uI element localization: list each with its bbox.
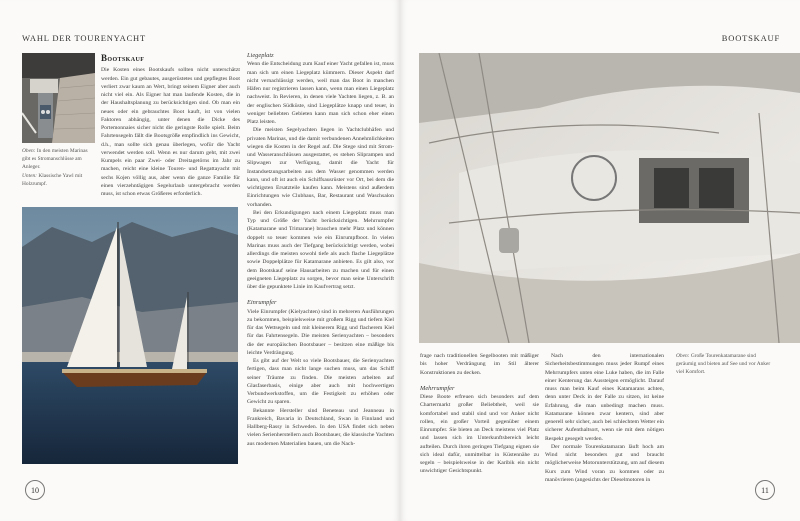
- caption-label: Oben:: [676, 353, 690, 359]
- caption-text: Klassische Yawl mit Holzrumpf.: [22, 173, 83, 187]
- subheading-einrumpfer: Einrumpfer: [247, 299, 277, 307]
- text-column-2: [545, 352, 664, 484]
- caption-top: [676, 352, 771, 376]
- section-title: Bootskauf: [101, 53, 145, 63]
- bootskauf-column: [101, 54, 240, 198]
- body-paragraph: Die meisten Segelyachten liegen in Yachtclubhäfen und privaten Marinas, und die damit verbundenen Annehmlichkeiten wiegen die Kosten in der Regel auf. Die Stege sind mit Strom- und Wasseranschlüssen ausgestattet, es stehen Sliprampen und Slipwagen zur Verfügung, damit die Yacht für Instandsetzungsarbeiten aus dem Wasser genommen werden kann, und oft ist auch ein Schiffsausrüster vor Ort, bei dem die wichtigsten Ersatzteile kaufen kann. Meistens sind außerdem Einrichtungen wie Clubhaus, Bar, Restaurant und Waschsalon vorhanden.: [247, 127, 394, 208]
- body-paragraph: Wenn die Entscheidung zum Kauf einer Yacht gefallen ist, muss man sich um einen Liegeplatz kümmern. Dieser Aspekt darf nicht vernachlässigt werden, weil man das Boot in manchen Häfen nur registrieren lassen kann, wenn man einen Liegeplatz nachweist. In Revieren, in denen viele Yachten liegen, z. B. an der englischen Südküste, sind Liegeplätze knapp und teuer, in weniger beliebten Gebieten kann man sich schon eher einen Platz leisten.: [247, 61, 394, 125]
- running-head: WAHL DER TOURENYACHT: [22, 33, 146, 43]
- caption-top: [22, 147, 94, 171]
- body-paragraph: Die Kosten eines Bootskaufs sollten nicht unterschätzt werden. Ein gut gebautes, ausgerüstetes und gepflegtes Boot verliert zwar kaum an Wert, bringt seinem Eigner aber auch nicht viel ein. Als Eigner hat man laufende Kosten, die in der Haushaltsplanung zu berücksichtigen sind. Ob man ein neues oder ein gebrauchtes Boot kauft, ist von vielen Faktoren abhängig, unter denen die Dicke des Portemonnaies sicher nicht die geringste Rolle spielt. Beim Fahrtensegeln fällt die Bootsgröße empfindlich ins Gewicht, d.h., man sollte sich genau überlegen, wofür die Yacht verwendet werden soll. Wenn es nur darum geht, mit zwei Kumpels ein paar Zwei- oder Dreitagetörns im Jahr zu machen, reicht eine kleine Touren- und Regattayacht mit sechs Kojen völlig aus, aber wenn die ganze Familie für einen vierzehntägigen Segelurlaub untergebracht werden muss, ist schon etwas Größeres erforderlich.: [101, 67, 240, 197]
- body-paragraph: Nach den internationalen Sicherheitsbestimmungen muss jeder Rumpf eines Mehrrumpfers unten eine Luke haben, die im Falle einer Kenterung das Aussteigen ermöglicht. Darauf muss man beim Kauf eines Katamarans achten, denn unter Deck in der Falle zu sitzen, ist keine Erfahrung, die man unbedingt machen muss. Katamarane können zwar kentern, sind aber generell sehr sicher, auch bei schlechtem Wetter ein sicherer Aufenthaltsort, wenn sie mit dem nötigen Respekt gesegelt werden.: [545, 353, 664, 442]
- body-paragraph: frage nach traditionellen Segelbooten mit mäßiger bis hoher Verdrängung im Stil älterer Konstruktionen zu decken.: [420, 353, 539, 376]
- caption-label: Unten:: [22, 173, 37, 179]
- subheading-liegeplatz: Liegeplatz: [247, 52, 274, 59]
- page-number: 10: [25, 480, 45, 500]
- marina-power-post-photo: [22, 53, 95, 143]
- body-paragraph: Viele Einrumpfer (Kielyachten) sind in mehreren Ausführungen zu bekommen, beispielsweise mit großem Rigg und tiefem Kiel für das Wettsegeln und mit kleinerem Rigg und flacherem Kiel für das Fahrtensegeln. Die meisten Serienyachten – besonders die der europäischen Bootsbauer – besitzen eine mäßige bis leichte Verdrängung.: [247, 308, 394, 356]
- body-paragraph: Bei den Erkundigungen nach einem Liegeplatz muss man Typ und Größe der Yacht berücksichtigen. Mehrrumpfer (Katamarane und Trimarane) brauchen mehr Platz und können doppelt so teuer kommen wie ein Einrumpfboot. In vielen Marinas muss auch der Tiefgang berücksichtigt werden, wobei allerdings die meisten sowohl tiefe als auch flache Liegeplätze sowie Doppelplätze für Katamarane anbieten. Es gilt also, vor dem Bootskauf seine Hausarbeiten zu machen und für einen geeigneten Liegeplatz zu sorgen, bevor man seine Unterschrift über die gepunktete Linie im Kaufvertrag setzt.: [247, 209, 394, 290]
- classic-yawl-photo: [22, 207, 238, 464]
- main-text-column: [247, 52, 394, 448]
- subheading-mehrrumpfer: Mehrrumpfer: [420, 384, 455, 392]
- page-number: 11: [755, 480, 775, 500]
- running-head: BOOTSKAUF: [721, 33, 780, 43]
- body-paragraph: Der normale Tourenkatamaran läuft hoch am Wind nicht besonders gut und braucht möglicherweise Motorunterstützung, um auf diesem Kurs zum Wind voran zu kommen oder zu manövrieren (angesichts der Dieselmotoren in: [545, 443, 664, 483]
- body-paragraph: Diese Boote erfreuen sich besonders auf dem Chartermarkt großer Beliebtheit, weil sie komfortabel und stabil sind und vor Anker nicht rollen, ein großer Vorteil gegenüber einem Einrumpfer. Sie bieten an Deck meistens viel Platz und lassen sich im Unterkunftsbereich leicht aufteilen. Durch ihren geringen Tiefgang eignen sie sich ideal dafür, unmittelbar in Küstennähe zu segeln – beispielsweise in der Karibik ein nicht unwichtiger Gesichtspunkt.: [420, 394, 539, 475]
- caption-bottom: [22, 172, 94, 188]
- caption-text: In den meisten Marinas gibt es Stromanschlüsse am Anleger.: [22, 148, 88, 170]
- caption-label: Oben:: [22, 148, 36, 154]
- caption-text: Große Tourenkatamarane sind geräumig und bieten auf See und vor Anker viel Komfort.: [676, 353, 771, 375]
- right-page: [400, 0, 800, 521]
- text-column-1: [420, 352, 539, 476]
- catamaran-deck-photo: [419, 53, 800, 343]
- body-paragraph: Bekannte Hersteller sind Beneteau und Jeanneau in Frankreich, Bavaria in Deutschland, Swan in Finnland und Hallberg-Rassy in Schweden. In den USA findet sich neben vielen Serienherstellern auch Bootsbauer, die klassische Yachten aus modernen Materialien bauen, um die Nach-: [247, 407, 394, 447]
- body-paragraph: Es gibt auf der Welt so viele Bootsbauer, die Serienyachten fertigen, dass man nicht lange suchen muss, um das Schiff seiner Träume zu finden. Die meisten arbeiten auf Glasfaserbasis, einige aber auch mit hochwertigen Verbundwerkstoffen, um die Festigkeit zu erhöhen oder Gewicht zu sparen.: [247, 358, 394, 406]
